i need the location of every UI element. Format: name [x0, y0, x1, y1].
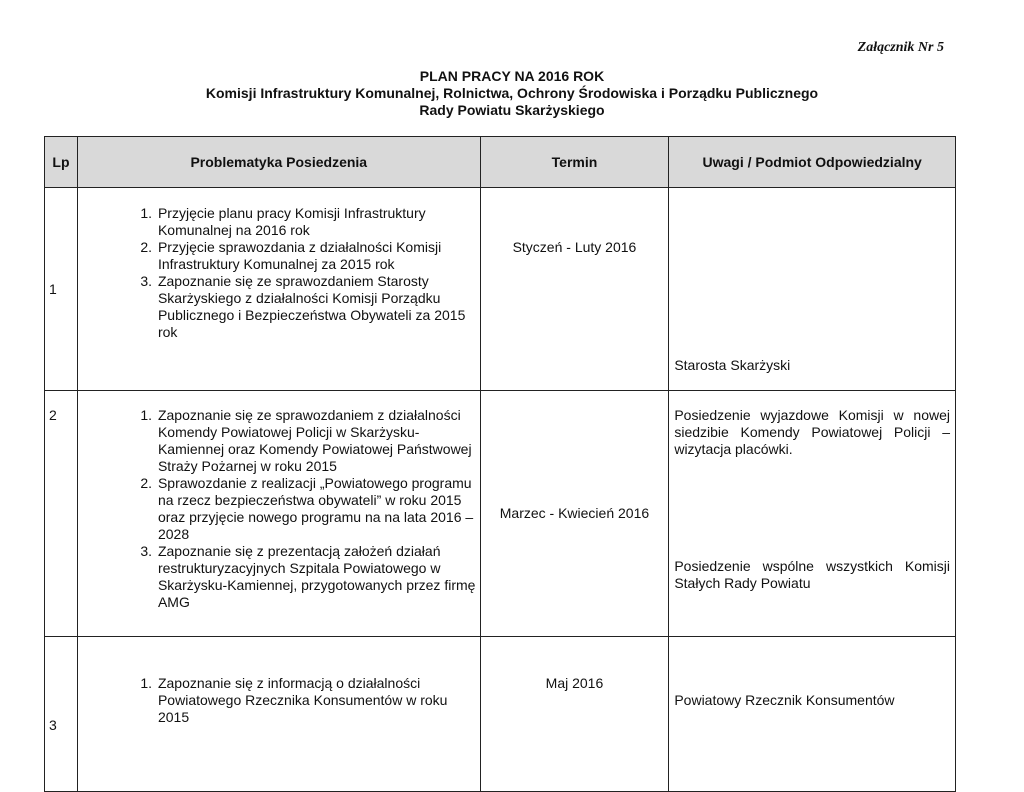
annex-label: Załącznik Nr 5: [857, 40, 944, 55]
row-topics: [77, 391, 480, 637]
document-subtitle-2: Rady Powiatu Skarżyskiego: [419, 102, 605, 118]
row-notes: [669, 391, 956, 637]
work-plan-table: [44, 136, 956, 792]
topic-item: 1. Zapoznanie się z informacją o działalności Powiatowego Rzecznika Konsumentów w roku 2015: [156, 675, 480, 726]
row-term: Maj 2016: [480, 637, 669, 792]
row-term: Styczeń - Luty 2016: [480, 188, 669, 391]
row-notes: Starosta Skarżyski: [669, 188, 956, 391]
note-text: Posiedzenie wyjazdowe Komisji w nowej siedzibie Komendy Powiatowej Policji – wizytacja placówki.: [674, 407, 950, 457]
row-topics: [77, 188, 480, 391]
table-row: [45, 188, 956, 391]
topic-item: 1. Przyjęcie planu pracy Komisji Infrastruktury Komunalnej na 2016 rok: [156, 205, 480, 239]
note-text: Posiedzenie wspólne wszystkich Komisji Stałych Rady Powiatu: [674, 558, 950, 591]
document-header: [0, 68, 1024, 119]
header-topics: Problematyka Posiedzenia: [77, 137, 480, 188]
table-row: [45, 637, 956, 792]
document-subtitle: Komisji Infrastruktury Komunalnej, Rolnictwa, Ochrony Środowiska i Porządku Publicznego: [205, 85, 819, 101]
topic-item: 3. Zapoznanie się ze sprawozdaniem Starosty Skarżyskiego z działalności Komisji Porządku Publicznego i Bezpieczeństwa Obywateli za 2015 rok: [156, 273, 480, 341]
row-lp: 3: [45, 637, 78, 792]
topic-item: 3. Zapoznanie się z prezentacją założeń działań restrukturyzacyjnych Szpitala Powiatowego w Skarżysku-Kamiennej, przygotowanych przez firmę AMG: [156, 543, 480, 611]
topic-item: 2. Sprawozdanie z realizacji „Powiatowego programu na rzecz bezpieczeństwa obywateli” w roku 2015 oraz przyjęcie nowego programu na na lata 2016 – 2028: [156, 475, 480, 543]
row-term: Marzec - Kwiecień 2016: [480, 391, 669, 637]
topic-item: 1. Zapoznanie się ze sprawozdaniem z działalności Komendy Powiatowej Policji w Skarżysku-Kamiennej oraz Komendy Powiatowej Państwowej Straży Pożarnej w roku 2015: [156, 407, 480, 475]
row-topics: [77, 637, 480, 792]
header-notes: Uwagi / Podmiot Odpowiedzialny: [669, 137, 956, 188]
table-header-row: [45, 137, 956, 188]
header-term: Termin: [480, 137, 669, 188]
topic-item: 2. Przyjęcie sprawozdania z działalności Komisji Infrastruktury Komunalnej za 2015 rok: [156, 239, 480, 273]
row-lp: 2: [45, 391, 78, 637]
document-title: PLAN PRACY NA 2016 ROK: [419, 68, 605, 84]
row-lp: 1: [45, 188, 78, 391]
row-notes: Powiatowy Rzecznik Konsumentów: [669, 637, 956, 792]
header-lp: Lp: [45, 137, 78, 188]
table-row: [45, 391, 956, 637]
